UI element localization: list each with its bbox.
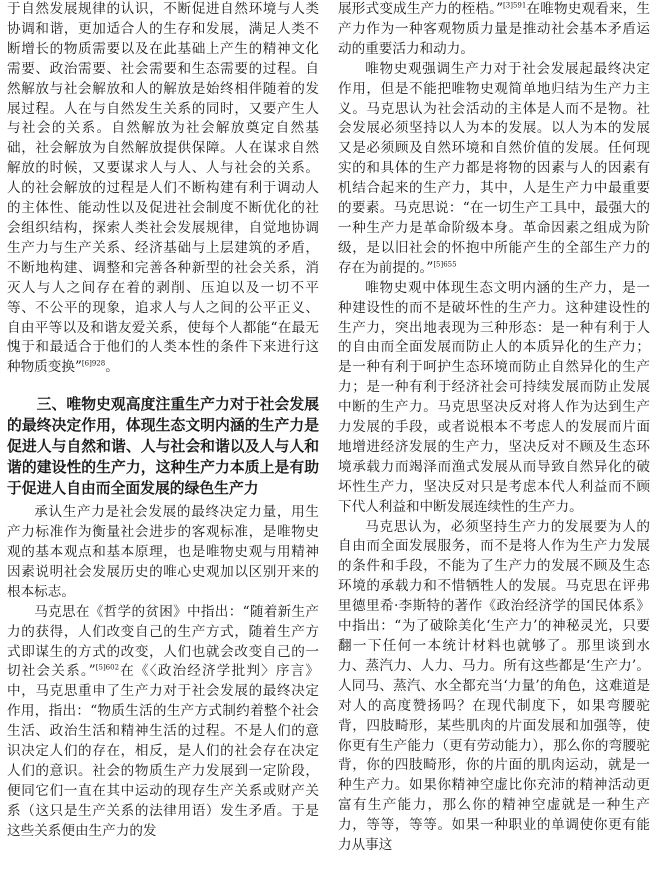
paragraph-end: 。 [105, 359, 119, 376]
paragraph [7, 0, 319, 378]
section-heading: 三、唯物史观高度注重生产力对于社会发展的最终决定作用，体现生态文明内涵的生产力是促进人与自然和谐、人与社会和谐以及人与人和谐的建设性的生产力，这种生产力本质上是有助于促进人自由而全面发展的绿色生产力 [7, 396, 319, 498]
paragraph-text: 马克思在《哲学的贫困》中指出：“随着新生产力的获得，人们改变自己的生产方式，随着生产方式即谋生的方式的改变，人们也就会改变自己的一切社会关系。” [7, 603, 319, 680]
paragraph-text: 在《〈政治经济学批判〉序言》中，马克思重申了生产力对于社会发展的最终决定作用，指出：“物质生活的生产方式制约着整个社会生活、政治生活和精神生活的过程。不是人们的意识决定人们的存在，相反，是人们的社会存在决定人们的意识。社会的物质生产力发展到一定阶段，便同它们一直在其中运动的现存生产关系或财产关系（这只是生产关系的法律用语）发生矛盾。于是这些关系便由生产力的发 [7, 663, 319, 839]
paragraph-text: 于自然发展规律的认识，不断促进自然环境与人类协调和谐，更加适合人的生存和发展，满足人类不断增长的物质需要以及在此基础上产生的精神文化需要、政治需要、社会需要和生态需要的过程。自然解放与社会解放和人的解放是始终相伴随着的发展过程。人在与自然发生关系的同时，又要产生人与社会的关系。自然解放为社会解放奠定自然基础，社会解放为自然解放提供保障。人在谋求自然解放的时候，又要谋求人与人、人与社会的关系。人的社会解放的过程是人们不断构建有利于调动人的主体性、能动性以及促进社会制度不断优化的社会组织结构，探索人类社会发展规律，自觉地协调生产力与生产关系、经济基础与上层建筑的矛盾，不断地构建、调整和完善各种新型的社会关系，消灭人与人之间存在着的剥削、压迫以及一切不平等、不公平的现象，追求人与人之间的公平正义、自由平等以及和谐友爱关系，使每个人都能“在最无愧于和最适合于他们的人类本性的条件下来进行这种物质变换” [7, 1, 319, 376]
paragraph: 承认生产力是社会发展的最终决定力量，用生产力标准作为衡量社会进步的客观标准，是唯物史观的基本观点和基本原理，也是唯物史观与用精神因素说明社会发展历史的唯心史观加以区别开来的根本标志。 [7, 504, 319, 600]
paragraph-text: 在唯物史观看来，生产力作为一种客观物质力量是推动社会基本矛盾运动的重要活力和动力。 [338, 1, 650, 57]
paragraph: 唯物史观中体现生态文明内涵的生产力，是一种建设性的而不是破坏性的生产力。这种建设性的生产力，突出地表现为三种形态：是一种有利于人的自由而全面发展而防止人的本质异化的生产力；是一种有利于呵护生态环境而防止自然异化的生产力；是一种有利于经济社会可持续发展而防止发展中断的生产力。马克思坚决反对将人作为达到生产力发展的手段，或者说根本不考虑人的发展而片面地增进经济发展的生产力，坚决反对不顾及生态环境承载力而竭泽而渔式发展从而导致自然异化的破坏性生产力，坚决反对只是考虑本代人利益而不顾下代人利益和中断发展连续性的生产力。 [338, 279, 650, 515]
citation: [5]655 [433, 260, 457, 269]
right-column [338, 0, 650, 873]
paragraph [338, 0, 650, 60]
citation: [6]928 [81, 359, 106, 368]
paragraph-text: 展形式变成生产力的桎梏。” [338, 1, 504, 17]
paragraph [338, 60, 650, 279]
left-column [7, 0, 319, 873]
paragraph-text: 唯物史观强调生产力对于社会发展起最终决定作用，但是不能把唯物史观简单地归结为生产力主义。马克思认为社会活动的主体是人而不是物。社会发展必须坚持以人为本的发展。以人为本的发展又是必须顾及自然环境和自然价值的发展。任何现实的和具体的生产力都是将物的因素与人的因素有机结合起来的生产力，其中，人是生产力中最重要的要素。马克思说：“在一切生产工具中，最强大的一种生产力是革命阶级本身。革命因素之组成为阶级，是以旧社会的怀抱中所能产生的全部生产力的存在为前提的。” [338, 60, 650, 276]
citation: [3]591 [503, 1, 527, 10]
paragraph [7, 603, 319, 842]
paragraph: 马克思认为，必须坚持生产力的发展要为人的自由而全面发展服务，而不是将人作为生产力发展的条件和手段，不能为了生产力的发展不顾及生态环境的承载力和不惜牺牲人的发展。马克思在评弗里德里希·李斯特的著作《政治经济学的国民体系》中指出：“为了破除美化‘生产力’的神秘灵光，只要翻一下任何一本统计材料也就够了。那里谈到水力、蒸汽力、人力、马力。所有这些都是‘生产力’。人同马、蒸汽、水全都充当‘力量’的角色，这难道是对人的高度赞扬吗？在现代制度下，如果弯腰驼背，四肢畸形，某些肌肉的片面发展和加强等，使你更有生产能力（更有劳动能力），那么你的弯腰驼背，你的四肢畸形，你的片面的肌肉运动，就是一种生产力。如果你精神空虚比你充沛的精神活动更富有生产能力，那么你的精神空虚就是一种生产力，等等，等等。如果一种职业的单调使你更有能力从事这 [338, 518, 650, 854]
citation: [5]602 [95, 663, 120, 672]
